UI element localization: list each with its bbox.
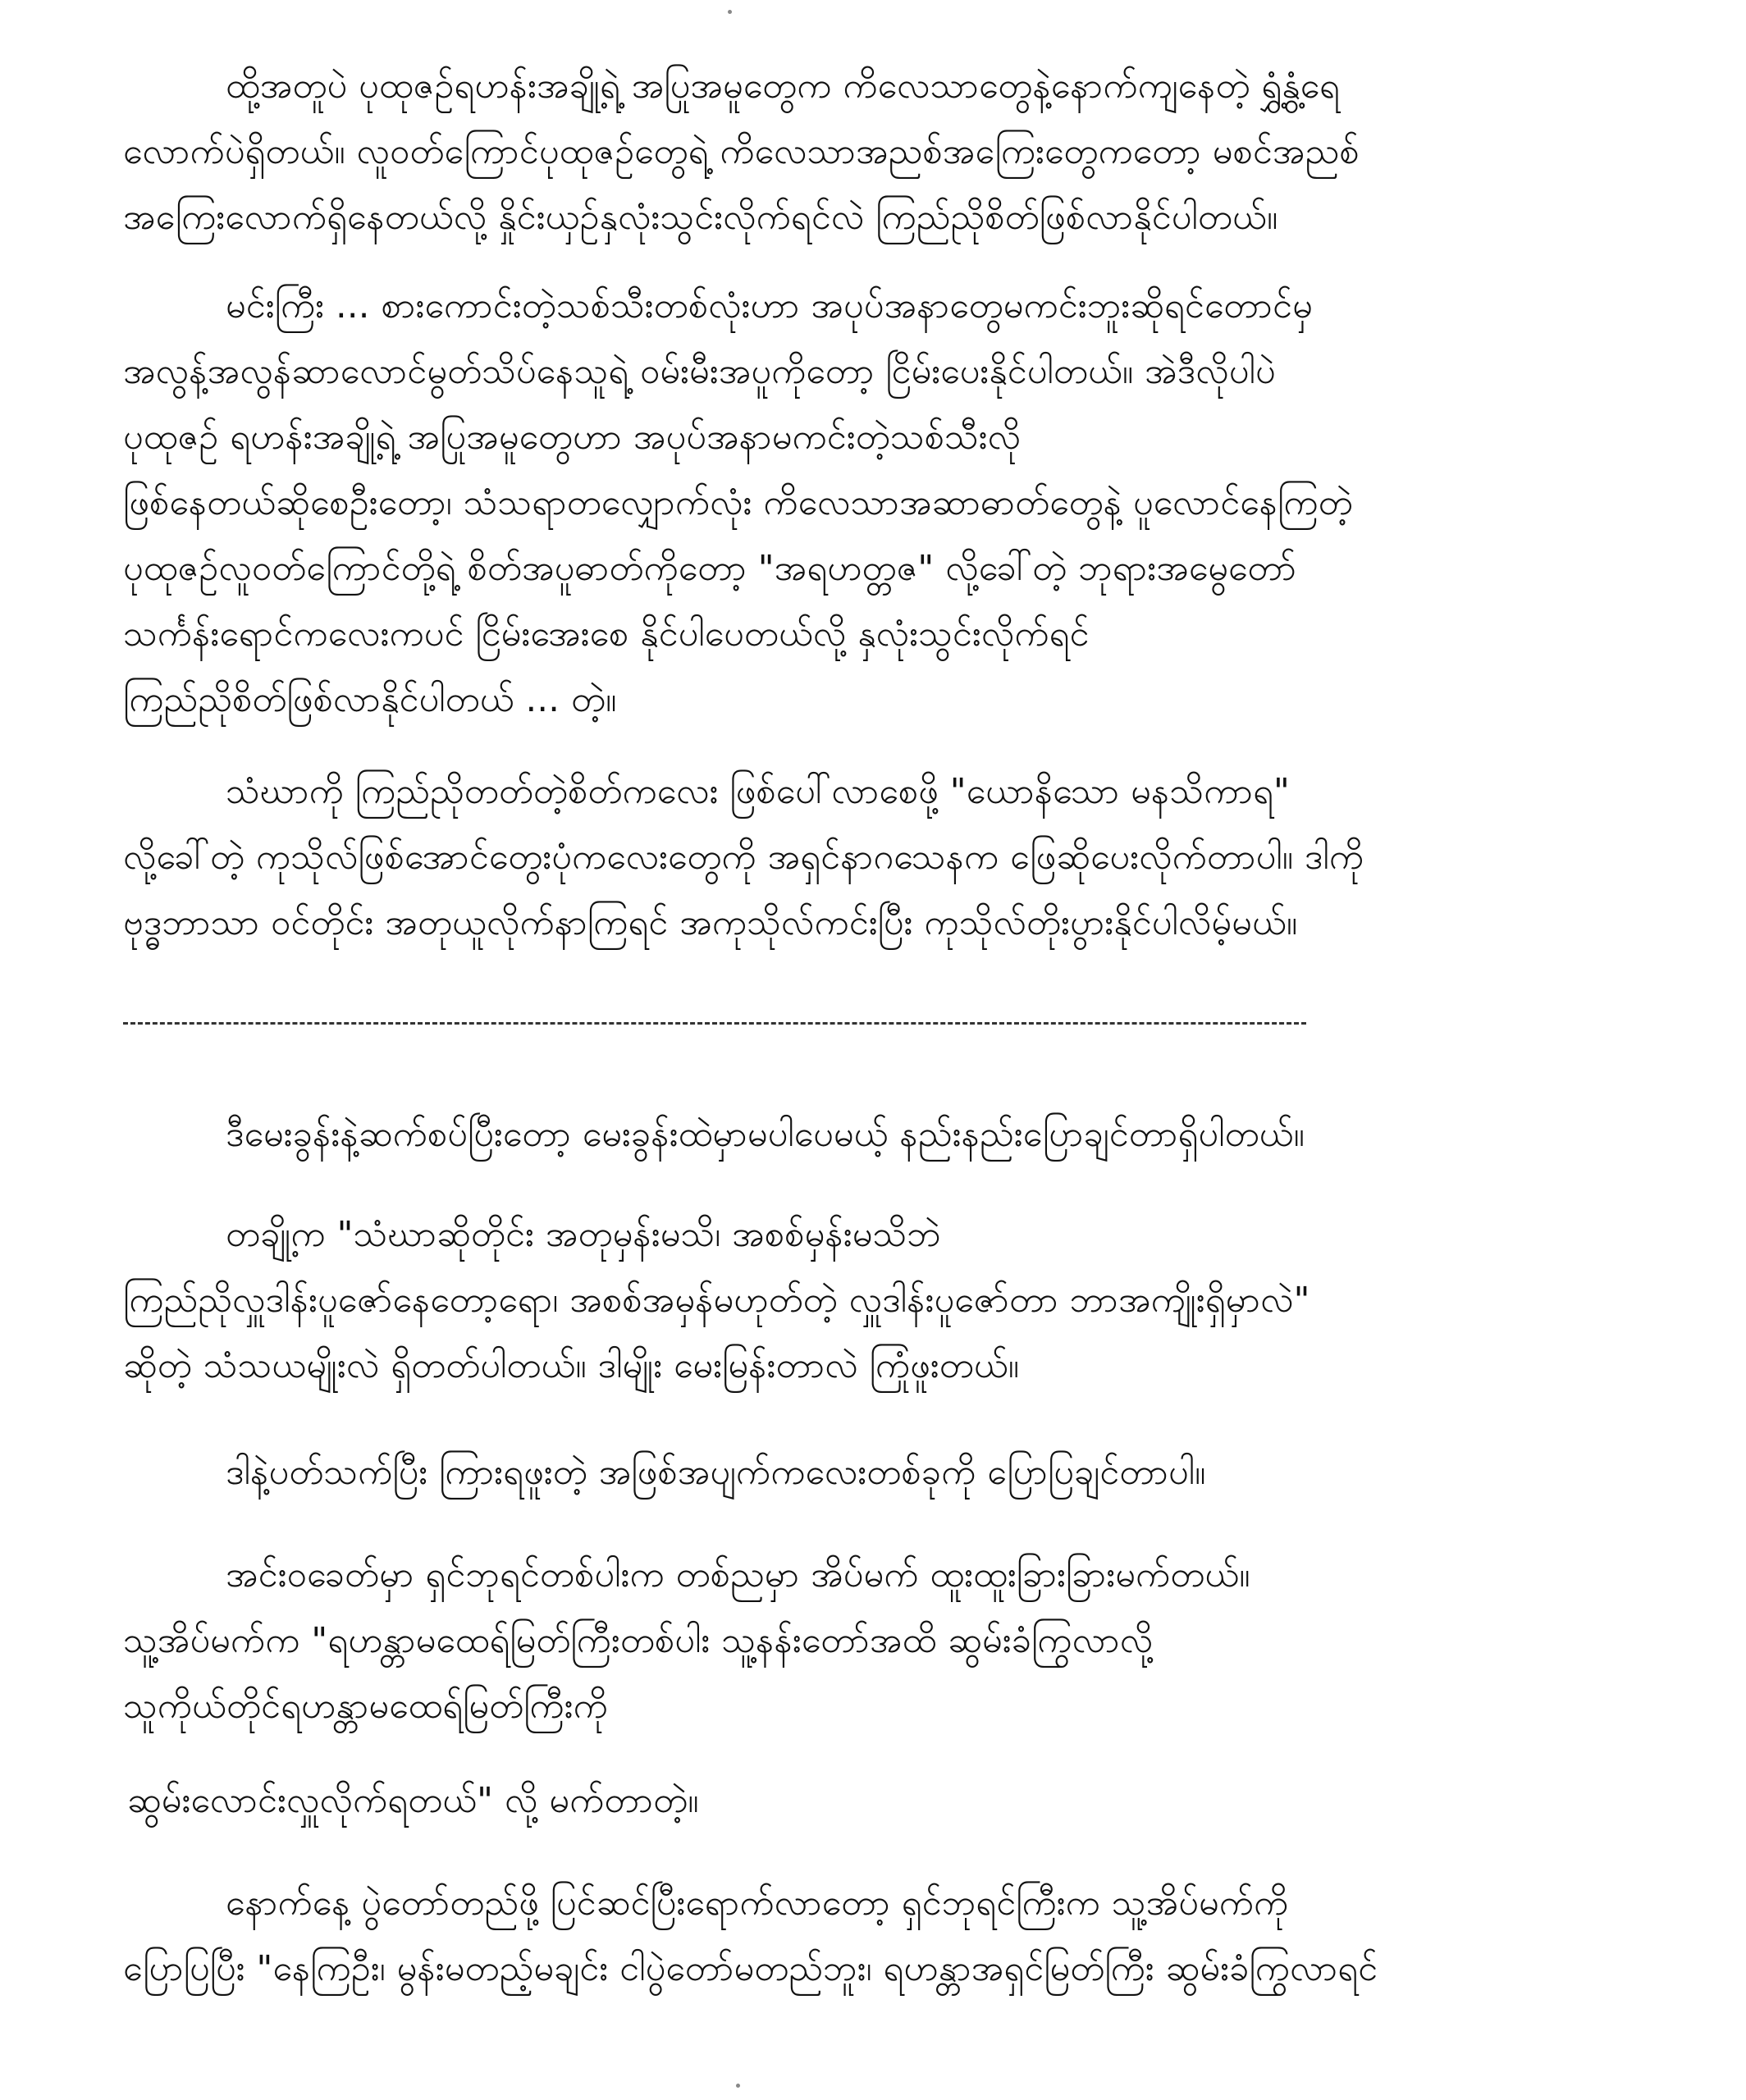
paragraph-line: ပုထုဇဉ်လူဝတ်ကြောင်တို့ရဲ့ စိတ်အပူဓာတ်ကိုတော့ "အရဟတ္တဇ" လို့ခေါ်တဲ့ ဘုရားအမွေတော် — [123, 548, 1297, 589]
scan-speck — [736, 2084, 740, 2088]
paragraph-line: သင်္ကန်းရောင်ကလေးကပင် ငြိမ်းအေးစေ နိုင်ပါပေတယ်လို့ နှလုံးသွင်းလိုက်ရင် — [123, 614, 1090, 655]
paragraph-line: လို့ခေါ်တဲ့ ကုသိုလ်ဖြစ်အောင်တွေးပုံကလေးတွေကို အရှင်နာဂသေနက ဖြေဆိုပေးလိုက်တာပါ။ ဒါကို — [123, 837, 1364, 878]
paragraph-line: နောက်နေ့ ပွဲတော်တည်ဖို့ ပြင်ဆင်ပြီးရောက်လာတော့ ရှင်ဘုရင်ကြီးက သူ့အိပ်မက်ကို — [226, 1883, 1289, 1924]
paragraph-line: ဒီမေးခွန်းနဲ့ဆက်စပ်ပြီးတော့ မေးခွန်းထဲမှာမပါပေမယ့် နည်းနည်းပြောချင်တာရှိပါတယ်။ — [226, 1114, 1305, 1155]
paragraph-line: ထို့အတူပဲ ပုထုဇဉ်ရဟန်းအချို့ရဲ့ အပြုအမူတွေက ကိလေသာတွေနဲ့နောက်ကျနေတဲ့ ရွှံ့နွံ့ရေ — [226, 66, 1340, 107]
paragraph-line: ပြောပြပြီး "နေကြဦး၊ မွန်းမတည့်မချင်း ငါပွဲတော်မတည်ဘူး၊ ရဟန္တာအရှင်မြတ်ကြီး ဆွမ်းခံကြွလာရင် — [123, 1948, 1378, 1989]
paragraph-line: ဖြစ်နေတယ်ဆိုစေဦးတော့၊ သံသရာတလျှောက်လုံး ကိလေသာအဆာဓာတ်တွေနဲ့ ပူလောင်နေကြတဲ့ — [123, 482, 1353, 523]
paragraph-line: အင်းဝခေတ်မှာ ရှင်ဘုရင်တစ်ပါးက တစ်ညမှာ အိပ်မက် ထူးထူးခြားခြားမက်တယ်။ — [226, 1554, 1250, 1596]
paragraph-line: ကြည်ညိုလှူဒါန်းပူဇော်နေတော့ရော၊ အစစ်အမှန်မဟုတ်တဲ့ လှူဒါန်းပူဇော်တာ ဘာအကျိုးရှိမှာလဲ" — [123, 1280, 1310, 1321]
paragraph-line: ဆွမ်းလောင်းလှူလိုက်ရတယ်" လို့ မက်တာတဲ့။ — [127, 1780, 699, 1821]
paragraph-line: ဒါနဲ့ပတ်သက်ပြီး ကြားရဖူးတဲ့ အဖြစ်အပျက်ကလေးတစ်ခုကို ပြောပြချင်တာပါ။ — [226, 1452, 1206, 1493]
paragraph-line: သံဃာကို ကြည်ညိုတတ်တဲ့စိတ်ကလေး ဖြစ်ပေါ်လာစေဖို့ "ယောနိသော မနသိကာရ" — [226, 771, 1290, 812]
paragraph-line: ဆိုတဲ့ သံသယမျိုးလဲ ရှိတတ်ပါတယ်။ ဒါမျိုး မေးမြန်းတာလဲ ကြုံဖူးတယ်။ — [123, 1345, 1020, 1386]
paragraph-line: ပုထုဇဉ် ရဟန်းအချို့ရဲ့ အပြုအမူတွေဟာ အပုပ်အနာမကင်းတဲ့သစ်သီးလို — [123, 417, 1022, 458]
paragraph-line: လောက်ပဲရှိတယ်။ လူဝတ်ကြောင်ပုထုဇဉ်တွေရဲ့ ကိလေသာအညစ်အကြေးတွေကတော့ မစင်အညစ် — [123, 131, 1360, 172]
section-divider — [123, 1022, 1306, 1025]
scan-speck — [728, 10, 732, 14]
paragraph-line: ဗုဒ္ဓဘာသာ ဝင်တိုင်း အတုယူလိုက်နာကြရင် အကုသိုလ်ကင်းပြီး ကုသိုလ်တိုးပွားနိုင်ပါလိမ့်မယ်။ — [123, 902, 1298, 943]
paragraph-line: သူကိုယ်တိုင်ရဟန္တာမထေရ်မြတ်ကြီးကို — [123, 1686, 608, 1727]
paragraph-line: မင်းကြီး ... စားကောင်းတဲ့သစ်သီးတစ်လုံးဟာ အပုပ်အနာတွေမကင်းဘူးဆိုရင်တောင်မှ — [226, 285, 1313, 326]
paragraph-line: ကြည်ညိုစိတ်ဖြစ်လာနိုင်ပါတယ် ... တဲ့။ — [123, 679, 617, 720]
paragraph-line: အကြေးလောက်ရှိနေတယ်လို့ နှိုင်းယှဉ်နှလုံးသွင်းလိုက်ရင်လဲ ကြည်ညိုစိတ်ဖြစ်လာနိုင်ပါတယ်။ — [123, 197, 1278, 238]
paragraph-line: သူ့အိပ်မက်က "ရဟန္တာမထေရ်မြတ်ကြီးတစ်ပါး သူ့နန်းတော်အထိ ဆွမ်းခံကြွလာလို့ — [123, 1620, 1154, 1661]
paragraph-line: အလွန့်အလွန်ဆာလောင်မွတ်သိပ်နေသူရဲ့ ဝမ်းမီးအပူကိုတော့ ငြိမ်းပေးနိုင်ပါတယ်။ အဲဒီလိုပါပဲ — [123, 351, 1276, 392]
paragraph-line: တချို့က "သံဃာဆိုတိုင်း အတုမှန်းမသိ၊ အစစ်မှန်းမသိဘဲ — [226, 1214, 941, 1255]
